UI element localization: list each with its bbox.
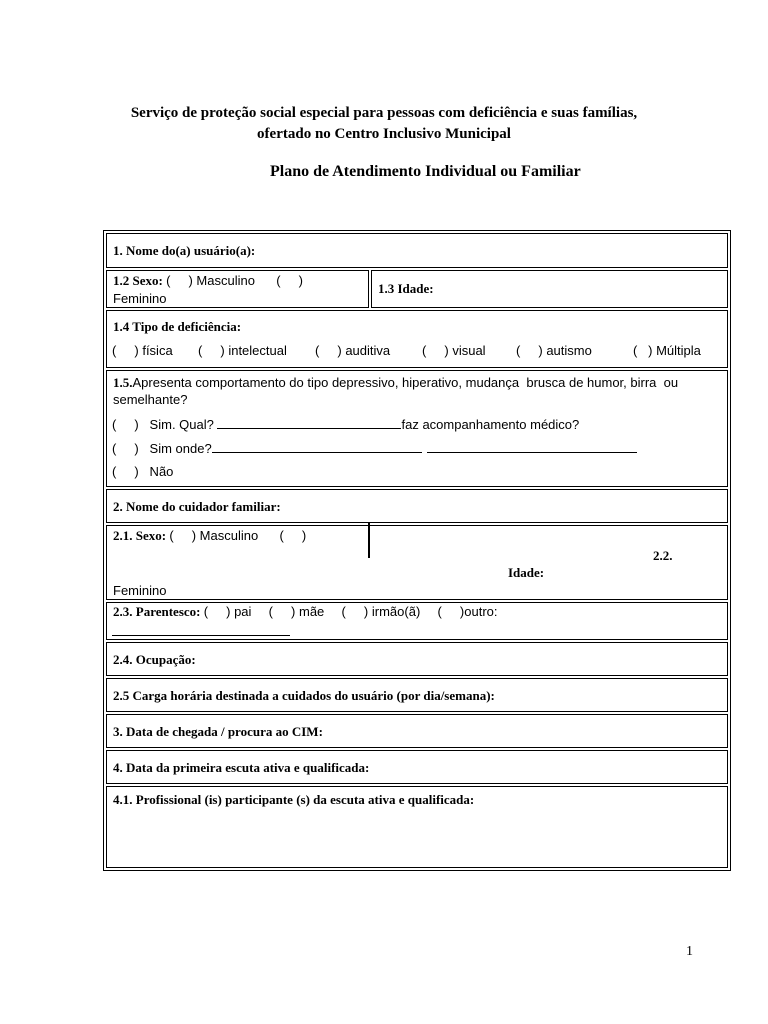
header-line-1: Serviço de proteção social especial para pessoas com deficiência e suas famílias, [130, 105, 638, 121]
checkbox-caregiver-male[interactable]: ( ) Masculino [169, 528, 259, 543]
cell-divider [368, 522, 370, 558]
field-label: 1.3 Idade: [378, 281, 434, 296]
header-line-2: ofertado no Centro Inclusivo Municipal [257, 126, 511, 142]
question-text: Apresenta comportamento do tipo depressivo, hiperativo, mudança brusca de humor, birra ou [132, 375, 679, 390]
field-label: 2.3. Parentesco: [113, 604, 201, 619]
field-arrival-date[interactable] [106, 714, 728, 748]
field-occupation[interactable] [106, 642, 728, 676]
checkbox-visual[interactable]: ( ) visual [422, 343, 486, 358]
field-disability-type [106, 310, 728, 368]
page-number: 1 [686, 944, 693, 959]
follow-up-question: faz acompanhamento médico? [401, 417, 580, 432]
field-user-sex [106, 270, 369, 308]
field-label-age[interactable]: Idade: [508, 565, 545, 580]
checkbox-sim-onde[interactable]: ( ) Sim onde? [112, 441, 212, 456]
field-user-name[interactable] [106, 233, 728, 268]
field-label: 2.4. Ocupação: [113, 652, 196, 667]
option-label-female: Feminino [113, 291, 167, 306]
field-label: 4. Data da primeira escuta ativa e qualificada: [113, 760, 370, 775]
checkbox-auditiva[interactable]: ( ) auditiva [315, 343, 391, 358]
field-number: 2.2. [653, 548, 673, 563]
field-caregiver-name[interactable] [106, 489, 728, 523]
checkbox-female[interactable]: ( ) [276, 273, 303, 288]
checkbox-irmao[interactable]: ( ) irmão(ã) [341, 604, 421, 619]
field-behavior [106, 370, 728, 487]
checkbox-pai[interactable]: ( ) pai [203, 604, 252, 619]
field-label: 3. Data de chegada / procura ao CIM: [113, 724, 323, 739]
field-label: 1.4 Tipo de deficiência: [113, 319, 242, 334]
checkbox-multipla[interactable]: ( ) Múltipla [633, 343, 701, 358]
answer-line-outro[interactable] [112, 623, 290, 636]
answer-line-acompanhamento[interactable] [427, 440, 637, 453]
checkbox-nao[interactable]: ( ) Não [112, 464, 174, 479]
checkbox-intelectual[interactable]: ( ) intelectual [198, 343, 287, 358]
field-first-listening-date[interactable] [106, 750, 728, 784]
checkbox-mae[interactable]: ( ) mãe [268, 604, 325, 619]
field-label: 4.1. Profissional (is) participante (s) da escuta ativa e qualificada: [113, 792, 475, 807]
field-label: 2.5 Carga horária destinada a cuidados do usuário (por dia/semana): [113, 688, 495, 703]
question-text-cont: semelhante? [113, 392, 188, 407]
checkbox-caregiver-female[interactable]: ( ) [279, 528, 307, 543]
option-label-female: Feminino [113, 583, 167, 598]
field-number: 1.5. [113, 375, 133, 390]
field-label: 1.2 Sexo: [113, 273, 163, 288]
field-label: 1. Nome do(a) usuário(a): [113, 243, 256, 258]
field-label: 2.1. Sexo: [113, 528, 167, 543]
checkbox-outro[interactable]: ( )outro: [437, 604, 498, 619]
field-label: 2. Nome do cuidador familiar: [113, 499, 281, 514]
form-subtitle: Plano de Atendimento Individual ou Familiar [270, 163, 581, 180]
checkbox-fisica[interactable]: ( ) física [112, 343, 173, 358]
checkbox-male[interactable]: ( ) Masculino [166, 273, 255, 288]
checkbox-autismo[interactable]: ( ) autismo [516, 343, 592, 358]
checkbox-sim-qual[interactable]: ( ) Sim. Qual? [112, 417, 214, 432]
field-care-hours[interactable] [106, 678, 728, 712]
answer-line-onde[interactable] [212, 440, 422, 453]
field-caregiver-sex-age [106, 525, 728, 600]
field-professionals[interactable] [106, 786, 728, 868]
field-user-age[interactable] [371, 270, 728, 308]
answer-line-qual[interactable] [217, 416, 401, 429]
field-kinship [106, 602, 728, 640]
